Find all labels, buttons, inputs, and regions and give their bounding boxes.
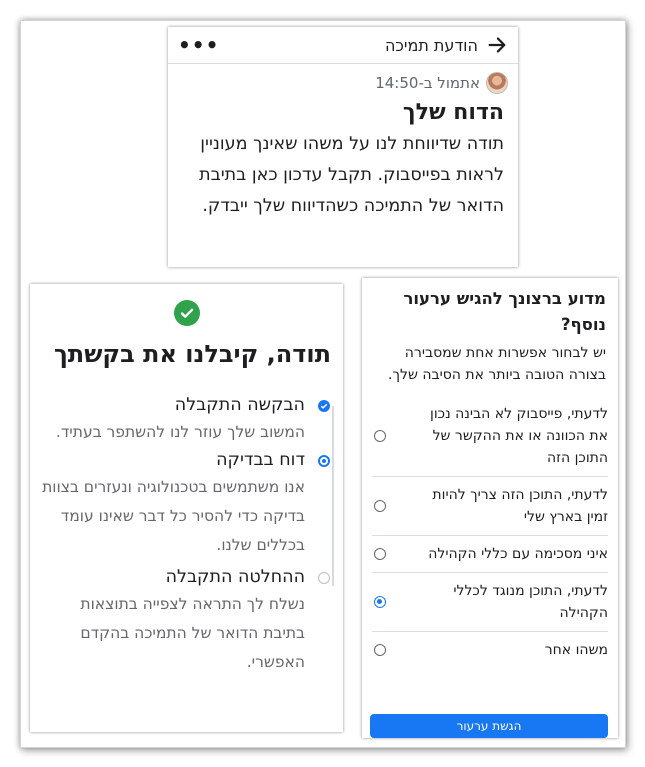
- step-description: המשוב שלך עוזר לנו להשתפר בעתיד.: [55, 423, 305, 441]
- step-title: דוח בבדיקה: [216, 450, 305, 470]
- check-circle-icon: [174, 300, 200, 326]
- radio-button[interactable]: [374, 548, 386, 560]
- appeal-option[interactable]: [372, 396, 608, 476]
- appeal-option[interactable]: [372, 476, 608, 535]
- checkmark-glyph: [179, 305, 195, 321]
- step-pending-icon: [318, 572, 330, 584]
- request-status-panel: [30, 284, 343, 732]
- option-label: לדעתי, התוכן הזה צריך להיות זמין בארץ שלי: [432, 487, 608, 525]
- message-timestamp: אתמול ב-14:50: [375, 74, 480, 92]
- appeal-form-panel: [362, 278, 618, 738]
- message-heading: הדוח שלך: [402, 100, 504, 125]
- status-steps: [41, 392, 333, 677]
- message-meta: [168, 64, 518, 94]
- step-title: הבקשה התקבלה: [174, 395, 305, 415]
- appeal-title: מדוע ברצונך להגיש ערעור נוסף?: [403, 289, 606, 334]
- radio-button[interactable]: [374, 430, 386, 442]
- step-active-icon: [318, 455, 330, 467]
- step-description: נשלח לך התראה לצפייה בתוצאות בתיבת הדואר של התמיכה בהקדם האפשרי.: [80, 595, 305, 671]
- option-label: משהו אחר: [544, 642, 608, 658]
- support-message-panel: [168, 27, 518, 267]
- status-step: [41, 392, 333, 447]
- header-title-group: [385, 34, 508, 56]
- status-step: [41, 447, 333, 560]
- more-dots-icon[interactable]: •••: [178, 33, 220, 57]
- avatar: [486, 72, 508, 94]
- option-label: איני מסכימה עם כללי הקהילה: [428, 546, 608, 562]
- status-title: תודה, קיבלנו את בקשתך: [53, 340, 331, 368]
- option-label: לדעתי, פייסבוק לא הבינה נכון את הכוונה או את ההקשר של התוכן הזה: [430, 406, 608, 466]
- appeal-option[interactable]: [372, 535, 608, 572]
- header-title: הודעת תמיכה: [384, 35, 478, 55]
- radio-button[interactable]: [374, 500, 386, 512]
- appeal-options: [372, 396, 608, 668]
- radio-button[interactable]: [374, 644, 386, 656]
- radio-button-selected[interactable]: [374, 596, 386, 608]
- submit-appeal-button[interactable]: הגשת ערעור: [370, 714, 608, 738]
- message-body: תודה שדיווחת לנו על משהו שאינך מעוניין לראות בפייסבוק. תקבל עדכון כאן בתיבת הדואר של התמיכה כשהדיווח שלך ייבדק.: [199, 134, 504, 216]
- arrow-right-icon[interactable]: [486, 34, 508, 56]
- appeal-option[interactable]: [372, 631, 608, 668]
- step-done-icon: [318, 400, 330, 412]
- support-message-header: [168, 27, 518, 64]
- appeal-option[interactable]: [372, 572, 608, 631]
- status-step: [41, 564, 333, 677]
- appeal-subtitle: יש לבחור אפשרות אחת שמסבירה בצורה הטובה ביותר את הסיבה שלך.: [388, 345, 606, 383]
- step-description: אנו משתמשים בטכנולוגיה ונעזרים בצוות בדיקה כדי להסיר כל דבר שאינו עומד בכללים שלנו.: [42, 478, 305, 554]
- option-label: לדעתי, התוכן מנוגד לכללי הקהילה: [453, 583, 608, 621]
- step-title: ההחלטה התקבלה: [165, 567, 305, 587]
